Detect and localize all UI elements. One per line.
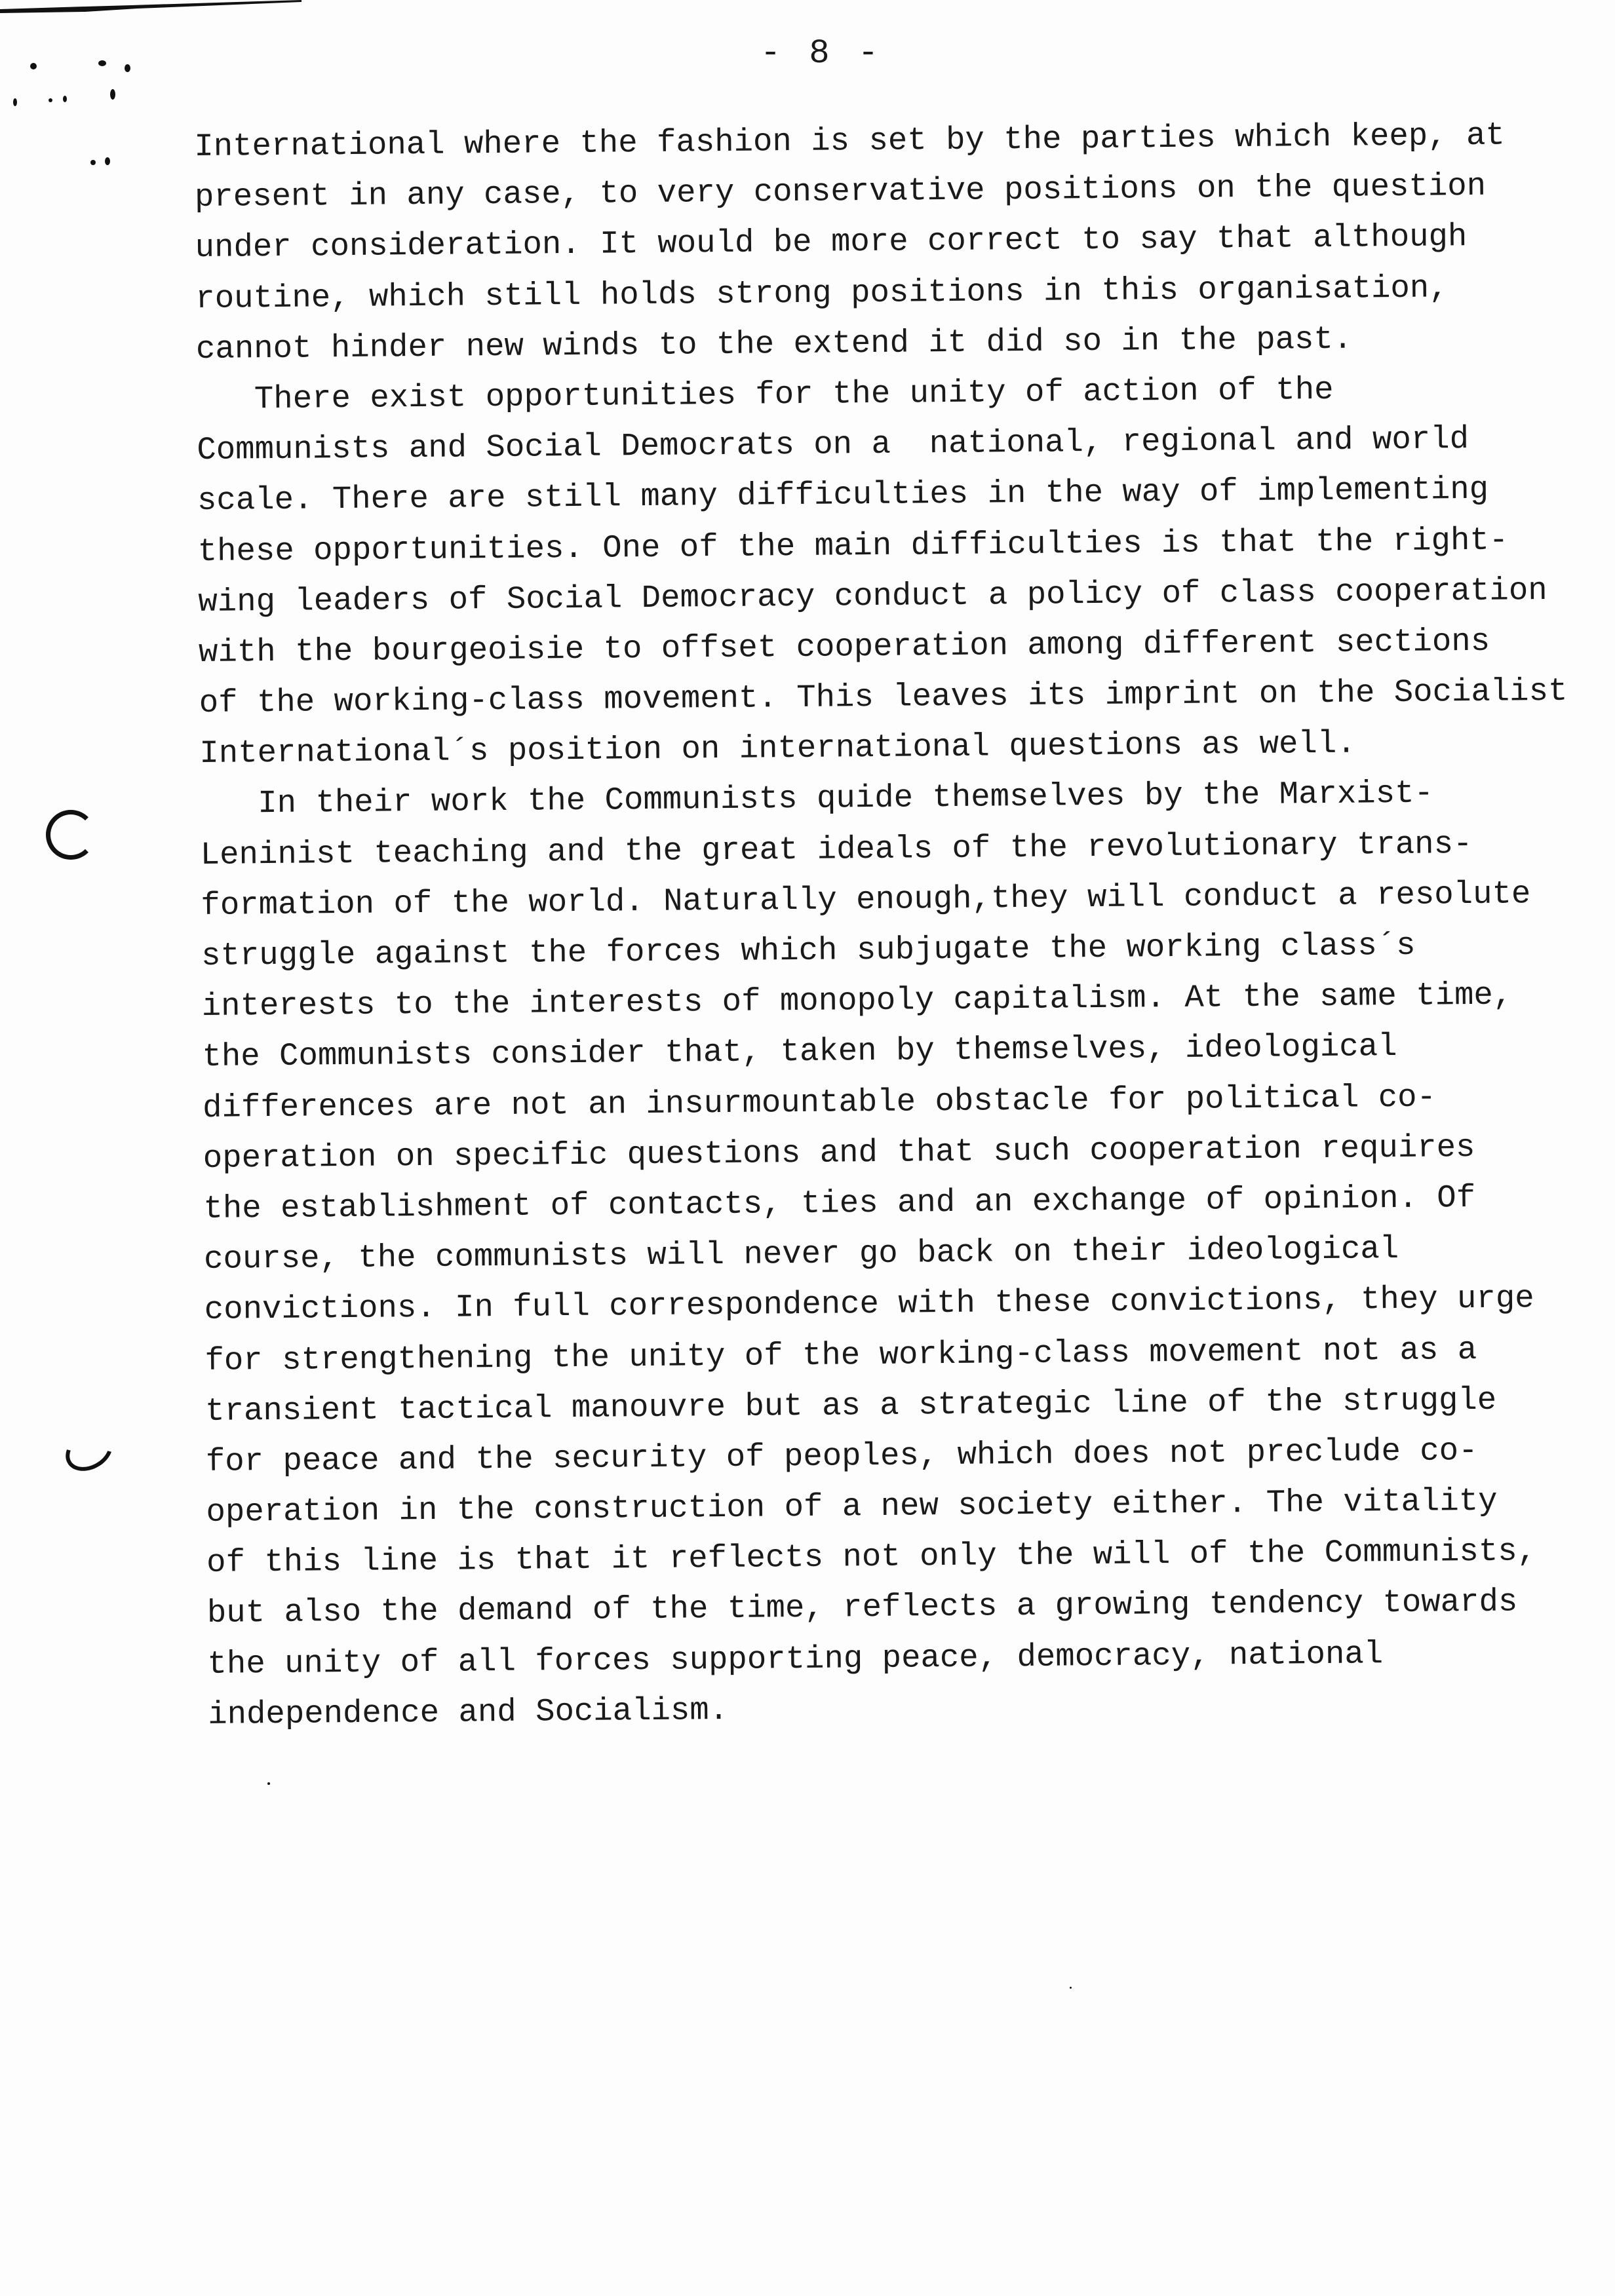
paragraph: [200, 767, 1598, 1740]
text-line: the unity of all forces supporting peace, democracy, national: [207, 1635, 1384, 1683]
text-line: International´s position on international questions as well.: [199, 725, 1356, 773]
scan-artifact-streak: [0, 0, 302, 16]
text-line: for strengthening the unity of the working-class movement not as a: [204, 1331, 1477, 1379]
text-line: operation on specific questions and that such cooperation requires: [203, 1128, 1475, 1177]
punch-hole-mark: [58, 1423, 120, 1479]
text-line: formation of the world. Naturally enough,they will conduct a resolute: [201, 875, 1531, 924]
text-line: operation in the construction of a new society either. The vitality: [206, 1482, 1498, 1531]
scan-artifact-dot: [267, 1782, 270, 1785]
scan-artifact-dot: [49, 98, 52, 102]
text-line: In their work the Communists quide themselves by the Marxist-: [199, 775, 1434, 823]
text-line: the establishment of contacts, ties and an exchange of opinion. Of: [203, 1179, 1476, 1227]
text-line: Communists and Social Democrats on a national, regional and world: [197, 421, 1469, 469]
text-line: wing leaders of Social Democracy conduct a policy of class cooperation: [198, 571, 1547, 621]
text-line: International where the fashion is set by the parties which keep, at: [194, 117, 1506, 165]
scan-artifact-dot: [63, 96, 67, 102]
body-text: [194, 109, 1597, 1740]
text-line: the Communists consider that, taken by themselves, ideological: [202, 1028, 1397, 1076]
text-line: routine, which still holds strong positions in this organisation,: [195, 269, 1449, 317]
text-line: struggle against the forces which subjugate the working class´s: [201, 927, 1416, 974]
page-number: - 8 -: [760, 34, 883, 73]
text-line: of the working-class movement. This leaves its imprint on the Socialist: [199, 672, 1568, 722]
text-line: differences are not an insurmountable obstacle for political co-: [202, 1079, 1437, 1126]
text-line: with the bourgeoisie to offset cooperation among different sections: [198, 622, 1490, 671]
text-line: interests to the interests of monopoly capitalism. At the same time,: [201, 976, 1513, 1025]
text-line: present in any case, to very conservative positions on the question: [194, 167, 1487, 216]
scan-artifact-dot: [110, 89, 115, 100]
scan-artifact-dot: [98, 60, 106, 66]
text-line: course, the communists will never go back on their ideological: [203, 1231, 1399, 1278]
text-line: convictions. In full correspondence with these convictions, they urge: [204, 1280, 1534, 1329]
text-line: independence and Socialism.: [207, 1691, 729, 1733]
scan-artifact-dot: [1070, 1987, 1072, 1989]
text-line: for peace and the security of peoples, which does not preclude co-: [205, 1432, 1478, 1480]
text-line: these opportunities. One of the main difficulties is that the right-: [197, 522, 1509, 570]
paragraph: [196, 362, 1589, 779]
text-line: There exist opportunities for the unity of action of the: [196, 371, 1334, 418]
text-line: under consideration. It would be more correct to say that although: [195, 218, 1468, 267]
scan-artifact-dot: [90, 160, 96, 165]
scan-artifact-dot: [30, 63, 37, 69]
scan-artifact-dot: [13, 98, 17, 106]
punch-hole-mark: [46, 810, 96, 860]
text-line: scale. There are still many difficulties in the way of implementing: [197, 471, 1489, 520]
text-line: but also the demand of the time, reflects a growing tendency towards: [206, 1583, 1518, 1632]
text-line: cannot hinder new winds to the extend it did so in the past.: [195, 320, 1353, 368]
scan-artifact-dot: [105, 157, 110, 165]
scan-artifact-dot: [125, 64, 130, 72]
text-line: Leninist teaching and the great ideals of the revolutionary trans-: [200, 825, 1473, 873]
text-line: of this line is that it reflects not only the will of the Communists,: [206, 1533, 1537, 1582]
paragraph: [194, 109, 1586, 374]
text-line: transient tactical manouvre but as a strategic line of the struggle: [204, 1381, 1497, 1430]
